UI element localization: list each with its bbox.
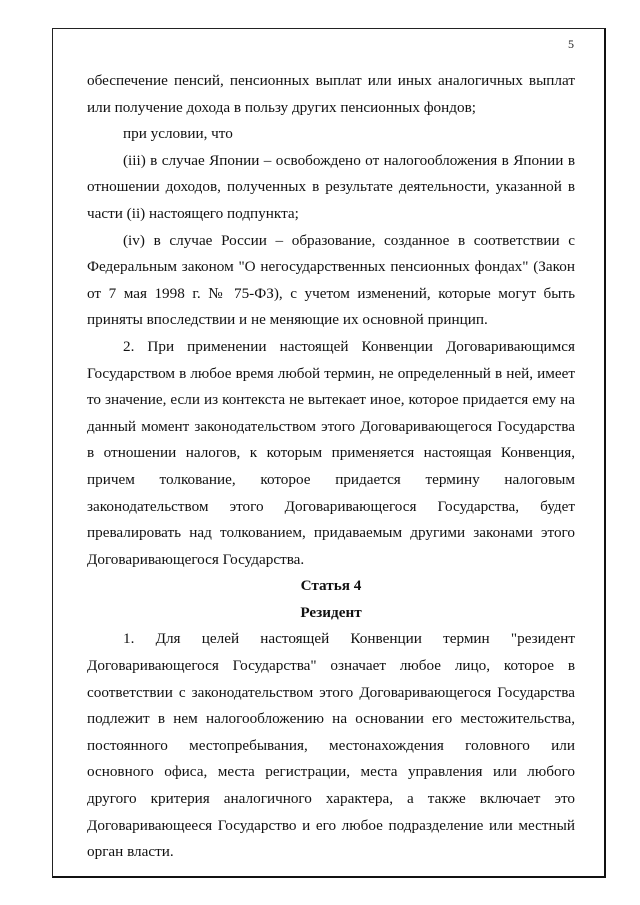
article-subtitle: Резидент <box>300 603 362 621</box>
paragraph-japan: (iii) в случае Японии – освобождено от налогообложения в Японии в отношении доходов, полученных в результате деятельности, указанной в части (ii) настоящего подпункта; <box>87 151 575 222</box>
paragraph-term-interpretation: 2. При применении настоящей Конвенции Договаривающимся Государством в любое время любой термин, не определенный в ней, имеет то значение, если из контекста не вытекает иное, которое придается ему на данный момент законодательством этого Договаривающегося Государства в отношении налогов, к которым применяется настоящая Конвенция, причем толкование, которое придается термину налоговым законодательством этого Договаривающегося Государства, будет превалировать над толкованием, придаваемым другими законами этого Договаривающегося Государства. <box>87 337 575 568</box>
article-title: Статья 4 <box>300 577 362 595</box>
page-number: 5 <box>568 37 574 51</box>
page-frame <box>52 28 606 878</box>
paragraph-russia: (iv) в случае России – образование, созданное в соответствии с Федеральным законом "О негосударственных пенсионных фондах" (Закон от 7 мая 1998 г. № 75-ФЗ), с учетом изменений, которые могут быть приняты впоследствии и не меняющие их основной принцип. <box>87 231 575 329</box>
paragraph-resident-definition: 1. Для целей настоящей Конвенции термин "резидент Договаривающегося Государства" означает любое лицо, которое в соответствии с законодательством этого Договаривающегося Государства подлежит в нем налогообложению на основании его местожительства, постоянного местопребывания, местонахождения головного или основного офиса, места регистрации, места управления или любого другого критерия аналогичного характера, а также включает это Договаривающееся Государство и его любое подразделение или местный орган власти. <box>87 630 575 861</box>
paragraph-pension-funds: обеспечение пенсий, пенсионных выплат или иных аналогичных выплат или получение дохода в пользу других пенсионных фондов; <box>87 72 575 116</box>
document-body <box>87 68 575 866</box>
paragraph-condition: при условии, что <box>123 125 233 143</box>
